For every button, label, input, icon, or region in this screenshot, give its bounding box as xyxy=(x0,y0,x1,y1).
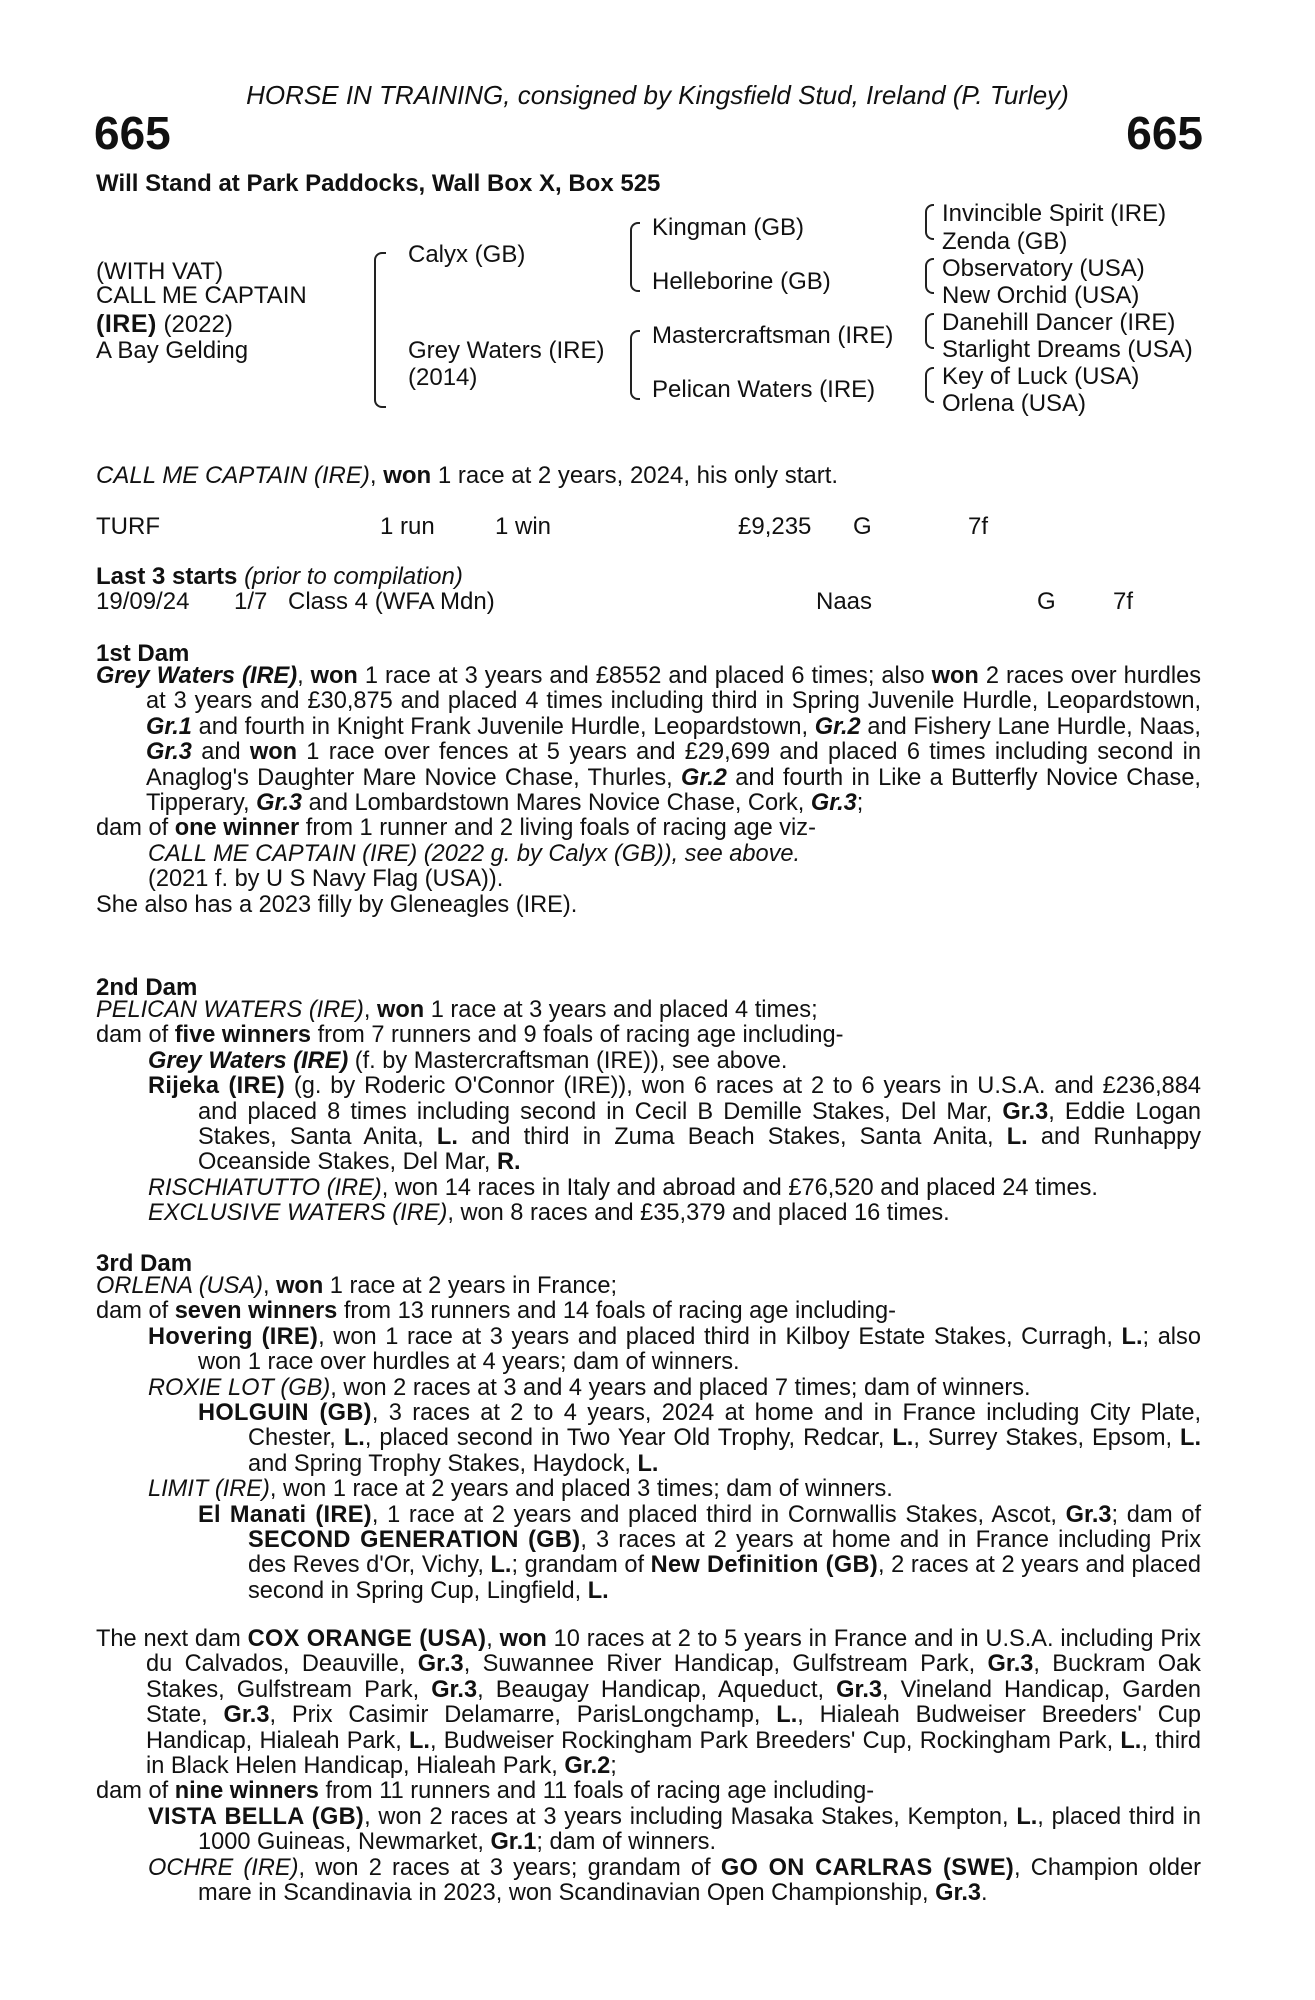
damof-bold: seven winners xyxy=(174,1298,338,1325)
c: , Buckram Oak Stakes, Gulfstream Park, xyxy=(146,1651,1201,1703)
offspring-el-manati xyxy=(96,1503,1201,1605)
horse-country: (IRE) xyxy=(96,310,157,338)
record-going: G xyxy=(853,513,872,540)
start-course: Naas xyxy=(816,588,873,615)
second-dam-produce-line xyxy=(96,1023,1201,1048)
o2-d: and Runhappy Oceanside Stakes, Del Mar, xyxy=(198,1124,1201,1176)
won: won xyxy=(499,1626,547,1652)
second-dam-title: 2nd Dam xyxy=(96,974,198,1001)
t5: and xyxy=(191,739,250,766)
ss-dam-name: Zenda (GB) xyxy=(942,228,1068,255)
offspring-roxie-lot xyxy=(96,1376,1201,1401)
first-dam-also: She also has a 2023 filly by Gleneagles (IRE). xyxy=(96,891,578,918)
hol-a: , 3 races at 2 to 4 years, 2024 at home and in France including City Plate, Chester, xyxy=(248,1400,1201,1452)
j: ; xyxy=(610,1753,617,1780)
offspring-rijeka xyxy=(96,1074,1201,1176)
pedigree-brace-sd xyxy=(925,258,934,294)
oc-g: Gr.3 xyxy=(935,1880,982,1907)
record-surface: TURF xyxy=(96,513,160,540)
record-wins: 1 win xyxy=(495,513,552,540)
o2-l2: L. xyxy=(1006,1124,1028,1151)
offspring-exclusive-waters xyxy=(96,1201,1201,1226)
o2-a: (g. by Roderic O'Connor (IRE)), won 6 races at 2 to 6 years in U.S.A. and £236,884 and placed 8 times including second in Cecil B Demille Stakes, Del Mar, xyxy=(198,1073,1201,1125)
t4: and Fishery Lane Hurdle, Naas, xyxy=(860,713,1201,740)
ds-dam-name: Starlight Dreams (USA) xyxy=(942,336,1193,363)
pedigree-brace-ss xyxy=(925,204,934,240)
offspring-holguin xyxy=(96,1401,1201,1477)
second-dam-text: PELICAN WATERS (IRE), won 1 race at 3 years and placed 4 times; xyxy=(96,997,818,1023)
damof-post: from 7 runners and 9 foals of racing age including- xyxy=(311,1022,844,1049)
summary-rest: 1 race at 2 years, 2024, his only start. xyxy=(431,462,839,489)
hol-d: and Spring Trophy Stakes, Haydock, xyxy=(248,1450,638,1477)
o2-b: , Eddie Logan Stakes, Santa Anita, xyxy=(198,1098,1201,1151)
pedigree-brace-ds xyxy=(925,313,934,349)
last-starts-note: (prior to compilation) xyxy=(244,563,463,590)
horse-origin-year xyxy=(96,310,233,339)
sd-sire-name: Observatory (USA) xyxy=(942,255,1145,282)
l1: L. xyxy=(776,1702,798,1729)
em-d: ; grandam of xyxy=(511,1552,651,1579)
lim-name: LIMIT (IRE) xyxy=(148,1476,270,1503)
second-dam-section xyxy=(96,998,1201,1227)
g2: Gr.3 xyxy=(987,1651,1034,1678)
stabling-location: Will Stand at Park Paddocks, Wall Box X, Box 525 xyxy=(96,170,661,197)
won: won xyxy=(276,1273,324,1299)
t2: 2 races over hurdles at 3 years and £30,875 and placed 4 times including third in Spring Juvenile Hurdle, Leopardstown, xyxy=(146,663,1201,715)
oc-name: OCHRE (IRE) xyxy=(148,1854,299,1881)
offspring-hovering xyxy=(96,1325,1201,1376)
third-dam-name: ORLENA (USA) xyxy=(96,1273,263,1299)
last-starts-title: Last 3 starts xyxy=(96,563,238,590)
damof-bold: five winners xyxy=(174,1022,312,1049)
em-g: Gr.3 xyxy=(1065,1501,1112,1528)
em-l2: L. xyxy=(587,1577,609,1604)
start-going: G xyxy=(1037,588,1056,615)
t3: and fourth in Knight Frank Juvenile Hurdle, Leopardstown, xyxy=(191,713,815,740)
next-dam-text: The next dam COX ORANGE (USA), won 10 races at 2 to 5 years in France and in U.S.A. including Prix du Calvados, Deauville, Gr.3, Suwannee River Handicap, Gulfstream Park, Gr.3, Buckram Oak Stakes, Gulfstream Park, Gr.3, Beaugay Handicap, Aqueduct, Gr.3, Vineland Handicap, Garden State, Gr.3, Prix Casimir Delamarre, ParisLongchamp, L., Hialeah Budweiser Breeders' Cup Handicap, Hialeah Park, L., Budweiser Rockingham Park Breeders' Cup, Rockingham Park, L., third in Black Helen Handicap, Hialeah Park, Gr.2; xyxy=(96,1626,1202,1780)
pedigree-brace-dam xyxy=(630,330,640,400)
b: , Suwannee River Handicap, Gulfstream Park, xyxy=(463,1651,988,1678)
h-a: , won 1 race at 3 years and placed third in Kilboy Estate Stakes, Curragh, xyxy=(318,1323,1122,1350)
first-dam-section xyxy=(96,664,1201,918)
g6: Gr.2 xyxy=(564,1753,611,1780)
ss-sire-name: Invincible Spirit (IRE) xyxy=(942,200,1167,227)
summary-won: won xyxy=(383,462,432,489)
vb-b: , placed third in 1000 Guineas, Newmarket, xyxy=(198,1803,1201,1856)
lot-number-left: 665 xyxy=(94,107,171,159)
third-dam-section xyxy=(96,1274,1201,1604)
o2-r: R. xyxy=(497,1149,521,1176)
em-b: ; dam of xyxy=(1111,1501,1202,1528)
second-dam-name: PELICAN WATERS (IRE) xyxy=(96,997,364,1023)
f: , Prix Casimir Delamarre, ParisLongchamp, xyxy=(269,1702,777,1729)
hol-b: , placed second in Two Year Old Trophy, Redcar, xyxy=(364,1425,893,1452)
o1-rest: (f. by Mastercraftsman (IRE)), see above. xyxy=(348,1047,788,1074)
l2: L. xyxy=(408,1727,430,1754)
oc-b: , Champion older mare in Scandinavia in 2023, won Scandinavian Open Championship, xyxy=(198,1854,1202,1907)
t7: and fourth in Like a Butterfly Novice Chase, Tipperary, xyxy=(146,764,1201,817)
sire-dam-name: Helleborine (GB) xyxy=(652,268,831,295)
dd-sire-name: Key of Luck (USA) xyxy=(942,363,1140,390)
sd-dam-name: New Orchid (USA) xyxy=(942,282,1140,309)
hol-l2: L. xyxy=(892,1425,914,1452)
horse-name: CALL ME CAPTAIN xyxy=(96,282,307,309)
third-dam-text: ORLENA (USA), won 1 race at 2 years in France; xyxy=(96,1273,617,1299)
e: , Vineland Handicap, Garden State, xyxy=(146,1676,1201,1729)
lot-number-right: 665 xyxy=(1126,107,1203,159)
pedigree-brace-main xyxy=(374,252,386,408)
last-starts-heading xyxy=(96,563,463,591)
vb-name: VISTA BELLA (GB) xyxy=(148,1803,365,1830)
t1: 1 race at 2 years in France; xyxy=(323,1273,617,1299)
damof-bold: one winner xyxy=(174,815,300,842)
next-dam-produce-line xyxy=(96,1779,1201,1804)
r-name: ROXIE LOT (GB) xyxy=(148,1374,331,1401)
o2-name: Rijeka (IRE) xyxy=(148,1073,286,1100)
hol-l3: L. xyxy=(1180,1425,1202,1452)
grade-5: Gr.3 xyxy=(256,790,303,817)
vb-c: ; dam of winners. xyxy=(536,1829,717,1856)
r-rest: , won 2 races at 3 and 4 years and placed 7 times; dam of winners. xyxy=(330,1374,1031,1401)
next-dam-section xyxy=(96,1627,1201,1906)
em-name: El Manati (IRE) xyxy=(198,1501,372,1528)
offspring-ochre xyxy=(96,1856,1201,1907)
em-c: , 3 races at 2 years at home and in France including Prix des Reves d'Or, Vichy, xyxy=(248,1527,1201,1579)
grade-3: Gr.3 xyxy=(146,739,192,766)
third-dam-title: 3rd Dam xyxy=(96,1250,193,1277)
h: , Budweiser Rockingham Park Breeders' Cup, Rockingham Park, xyxy=(429,1727,1121,1754)
t6: 1 race over fences at 5 years and £29,699 and placed 6 times including second in Anaglog's Daughter Mare Novice Chase, Thurles, xyxy=(146,739,1201,791)
first-dam-text: Grey Waters (IRE), won 1 race at 3 years and £8552 and placed 6 times; also won 2 races over hurdles at 3 years and £30,875 and placed 4 times including third in Spring Juvenile Hurdle, Leopardstown, Gr.1 and fourth in Knight Frank Juvenile Hurdle, Leopardstown, Gr.2 and Fishery Lane Hurdle, Naas, Gr.3 and won 1 race over fences at 5 years and £29,699 and placed 6 times including second in Anaglog's Daughter Mare Novice Chase, Thurles, Gr.2 and fourth in Like a Butterfly Novice Chase, Tipperary, Gr.3 and Lombardstown Mares Novice Chase, Cork, Gr.3; xyxy=(96,663,1201,817)
oc-a: , won 2 races at 3 years; grandam of xyxy=(298,1854,721,1881)
i: , third in Black Helen Handicap, Hialeah Park, xyxy=(146,1727,1201,1780)
o2-g1: Gr.3 xyxy=(1002,1098,1049,1125)
won-2: won xyxy=(931,663,979,689)
o3-name: RISCHIATUTTO (IRE) xyxy=(148,1174,382,1201)
o2-c: and third in Zuma Beach Stakes, Santa Anita, xyxy=(457,1124,1007,1151)
grade-1: Gr.1 xyxy=(146,713,192,740)
first-dam-name: Grey Waters (IRE) xyxy=(96,663,298,689)
lim-rest: , won 1 race at 2 years and placed 3 times; dam of winners. xyxy=(269,1476,893,1503)
vat-label: (WITH VAT) xyxy=(96,258,224,285)
consignment-line: HORSE IN TRAINING, consigned by Kingsfield Stud, Ireland (P. Turley) xyxy=(246,80,1069,110)
damof-pre: dam of xyxy=(96,1298,175,1325)
first-dam-title: 1st Dam xyxy=(96,640,190,667)
first-dam-foal-1: CALL ME CAPTAIN (IRE) (2022 g. by Calyx (GB)), see above. xyxy=(148,840,801,867)
offspring-vista-bella xyxy=(96,1805,1201,1856)
start-date: 19/09/24 xyxy=(96,588,190,615)
g1: Gr.3 xyxy=(417,1651,464,1678)
won: won xyxy=(377,997,425,1023)
h-l: L. xyxy=(1121,1323,1143,1350)
oc-bold: GO ON CARLRAS (SWE) xyxy=(720,1854,1015,1881)
third-dam-produce-line xyxy=(96,1299,1201,1324)
horse-description: A Bay Gelding xyxy=(96,337,249,364)
first-dam-produce-line xyxy=(96,816,1201,841)
record-distance: 7f xyxy=(968,513,989,540)
damof-post: from 13 runners and 14 foals of racing age including- xyxy=(337,1298,897,1325)
t8: and Lombardstown Mares Novice Chase, Cork, xyxy=(302,790,811,817)
g3: Gr.3 xyxy=(431,1676,478,1703)
record-earnings: £9,235 xyxy=(738,513,812,540)
hol-c: , Surrey Stakes, Epsom, xyxy=(913,1425,1181,1452)
g: , Hialeah Budweiser Breeders' Cup Handicap, Hialeah Park, xyxy=(146,1702,1202,1754)
hol-l1: L. xyxy=(343,1425,365,1452)
em-e: , 2 races at 2 years and placed second in Spring Cup, Lingfield, xyxy=(248,1552,1202,1604)
grade-6: Gr.3 xyxy=(810,790,857,817)
pedigree-brace-sire xyxy=(630,222,640,292)
h-name: Hovering (IRE) xyxy=(148,1323,319,1350)
pre: The next dam xyxy=(96,1626,248,1652)
offspring-rischiatutto xyxy=(96,1176,1201,1201)
vb-a: , won 2 races at 3 years including Masaka Stakes, Kempton, xyxy=(364,1803,1017,1830)
damof-pre: dam of xyxy=(96,1022,175,1049)
summary-horse-name: CALL ME CAPTAIN (IRE) xyxy=(96,462,370,489)
race-summary: CALL ME CAPTAIN (IRE), won 1 race at 2 years, 2024, his only start. xyxy=(96,462,839,489)
a: 10 races at 2 to 5 years in France and in U.S.A. including Prix du Calvados, Deauville, xyxy=(146,1626,1201,1678)
won-1: won xyxy=(310,663,358,689)
dam-name: Grey Waters (IRE) xyxy=(408,337,605,364)
vb-l: L. xyxy=(1016,1803,1038,1830)
hol-name: HOLGUIN (GB) xyxy=(198,1400,372,1427)
offspring-limit xyxy=(96,1477,1201,1502)
oc-c: . xyxy=(981,1880,988,1907)
em-nd: New Definition (GB) xyxy=(650,1552,878,1579)
em-l1: L. xyxy=(490,1552,512,1579)
grade-4: Gr.2 xyxy=(681,764,727,791)
start-class: Class 4 (WFA Mdn) xyxy=(288,588,495,615)
h-b: ; also won 1 race over hurdles at 4 years; dam of winners. xyxy=(198,1323,1201,1376)
damof-post: from 1 runner and 2 living foals of racing age viz- xyxy=(299,815,816,842)
g4: Gr.3 xyxy=(836,1676,883,1703)
pedigree-brace-dd xyxy=(925,367,934,403)
vb-g: Gr.1 xyxy=(490,1829,537,1856)
hol-l4: L. xyxy=(637,1450,659,1477)
won-3: won xyxy=(249,739,298,766)
sire-name: Calyx (GB) xyxy=(408,241,526,268)
em-sg: SECOND GENERATION (GB) xyxy=(248,1527,581,1554)
t1: 1 race at 3 years and £8552 and placed 6 times; also xyxy=(357,663,932,689)
em-a: , 1 race at 2 years and placed third in Cornwallis Stakes, Ascot, xyxy=(371,1501,1066,1528)
damof-pre: dam of xyxy=(96,1778,175,1805)
damof-bold: nine winners xyxy=(174,1778,319,1805)
dam-year: (2014) xyxy=(408,364,478,391)
o4-rest: , won 8 races and £35,379 and placed 16 times. xyxy=(447,1200,950,1227)
horse-year: (2022) xyxy=(156,311,233,338)
o2-l1: L. xyxy=(436,1124,458,1151)
start-distance: 7f xyxy=(1113,588,1134,615)
sire-sire-name: Kingman (GB) xyxy=(652,214,805,241)
ds-sire-name: Danehill Dancer (IRE) xyxy=(942,309,1176,336)
grade-2: Gr.2 xyxy=(814,713,861,740)
d: , Beaugay Handicap, Aqueduct, xyxy=(477,1676,837,1703)
t1: 1 race at 3 years and placed 4 times; xyxy=(424,997,818,1023)
o4-name: EXCLUSIVE WATERS (IRE) xyxy=(148,1200,448,1227)
start-position: 1/7 xyxy=(234,588,268,615)
first-dam-foal-2: (2021 f. by U S Navy Flag (USA)). xyxy=(148,866,504,893)
damof-post: from 11 runners and 11 foals of racing age including- xyxy=(318,1778,875,1805)
l3: L. xyxy=(1120,1727,1142,1754)
record-runs: 1 run xyxy=(380,513,435,540)
offspring-grey-waters xyxy=(96,1049,1201,1074)
g5: Gr.3 xyxy=(223,1702,270,1729)
dam-sire-name: Mastercraftsman (IRE) xyxy=(652,322,894,349)
t9: ; xyxy=(856,790,864,817)
dd-dam-name: Orlena (USA) xyxy=(942,390,1087,417)
next-dam-name: COX ORANGE (USA) xyxy=(247,1626,487,1652)
damof-pre: dam of xyxy=(96,815,175,842)
dam-dam-name: Pelican Waters (IRE) xyxy=(652,376,876,403)
o3-rest: , won 14 races in Italy and abroad and £76,520 and placed 24 times. xyxy=(381,1174,1098,1201)
o1-name: Grey Waters (IRE) xyxy=(148,1047,349,1074)
